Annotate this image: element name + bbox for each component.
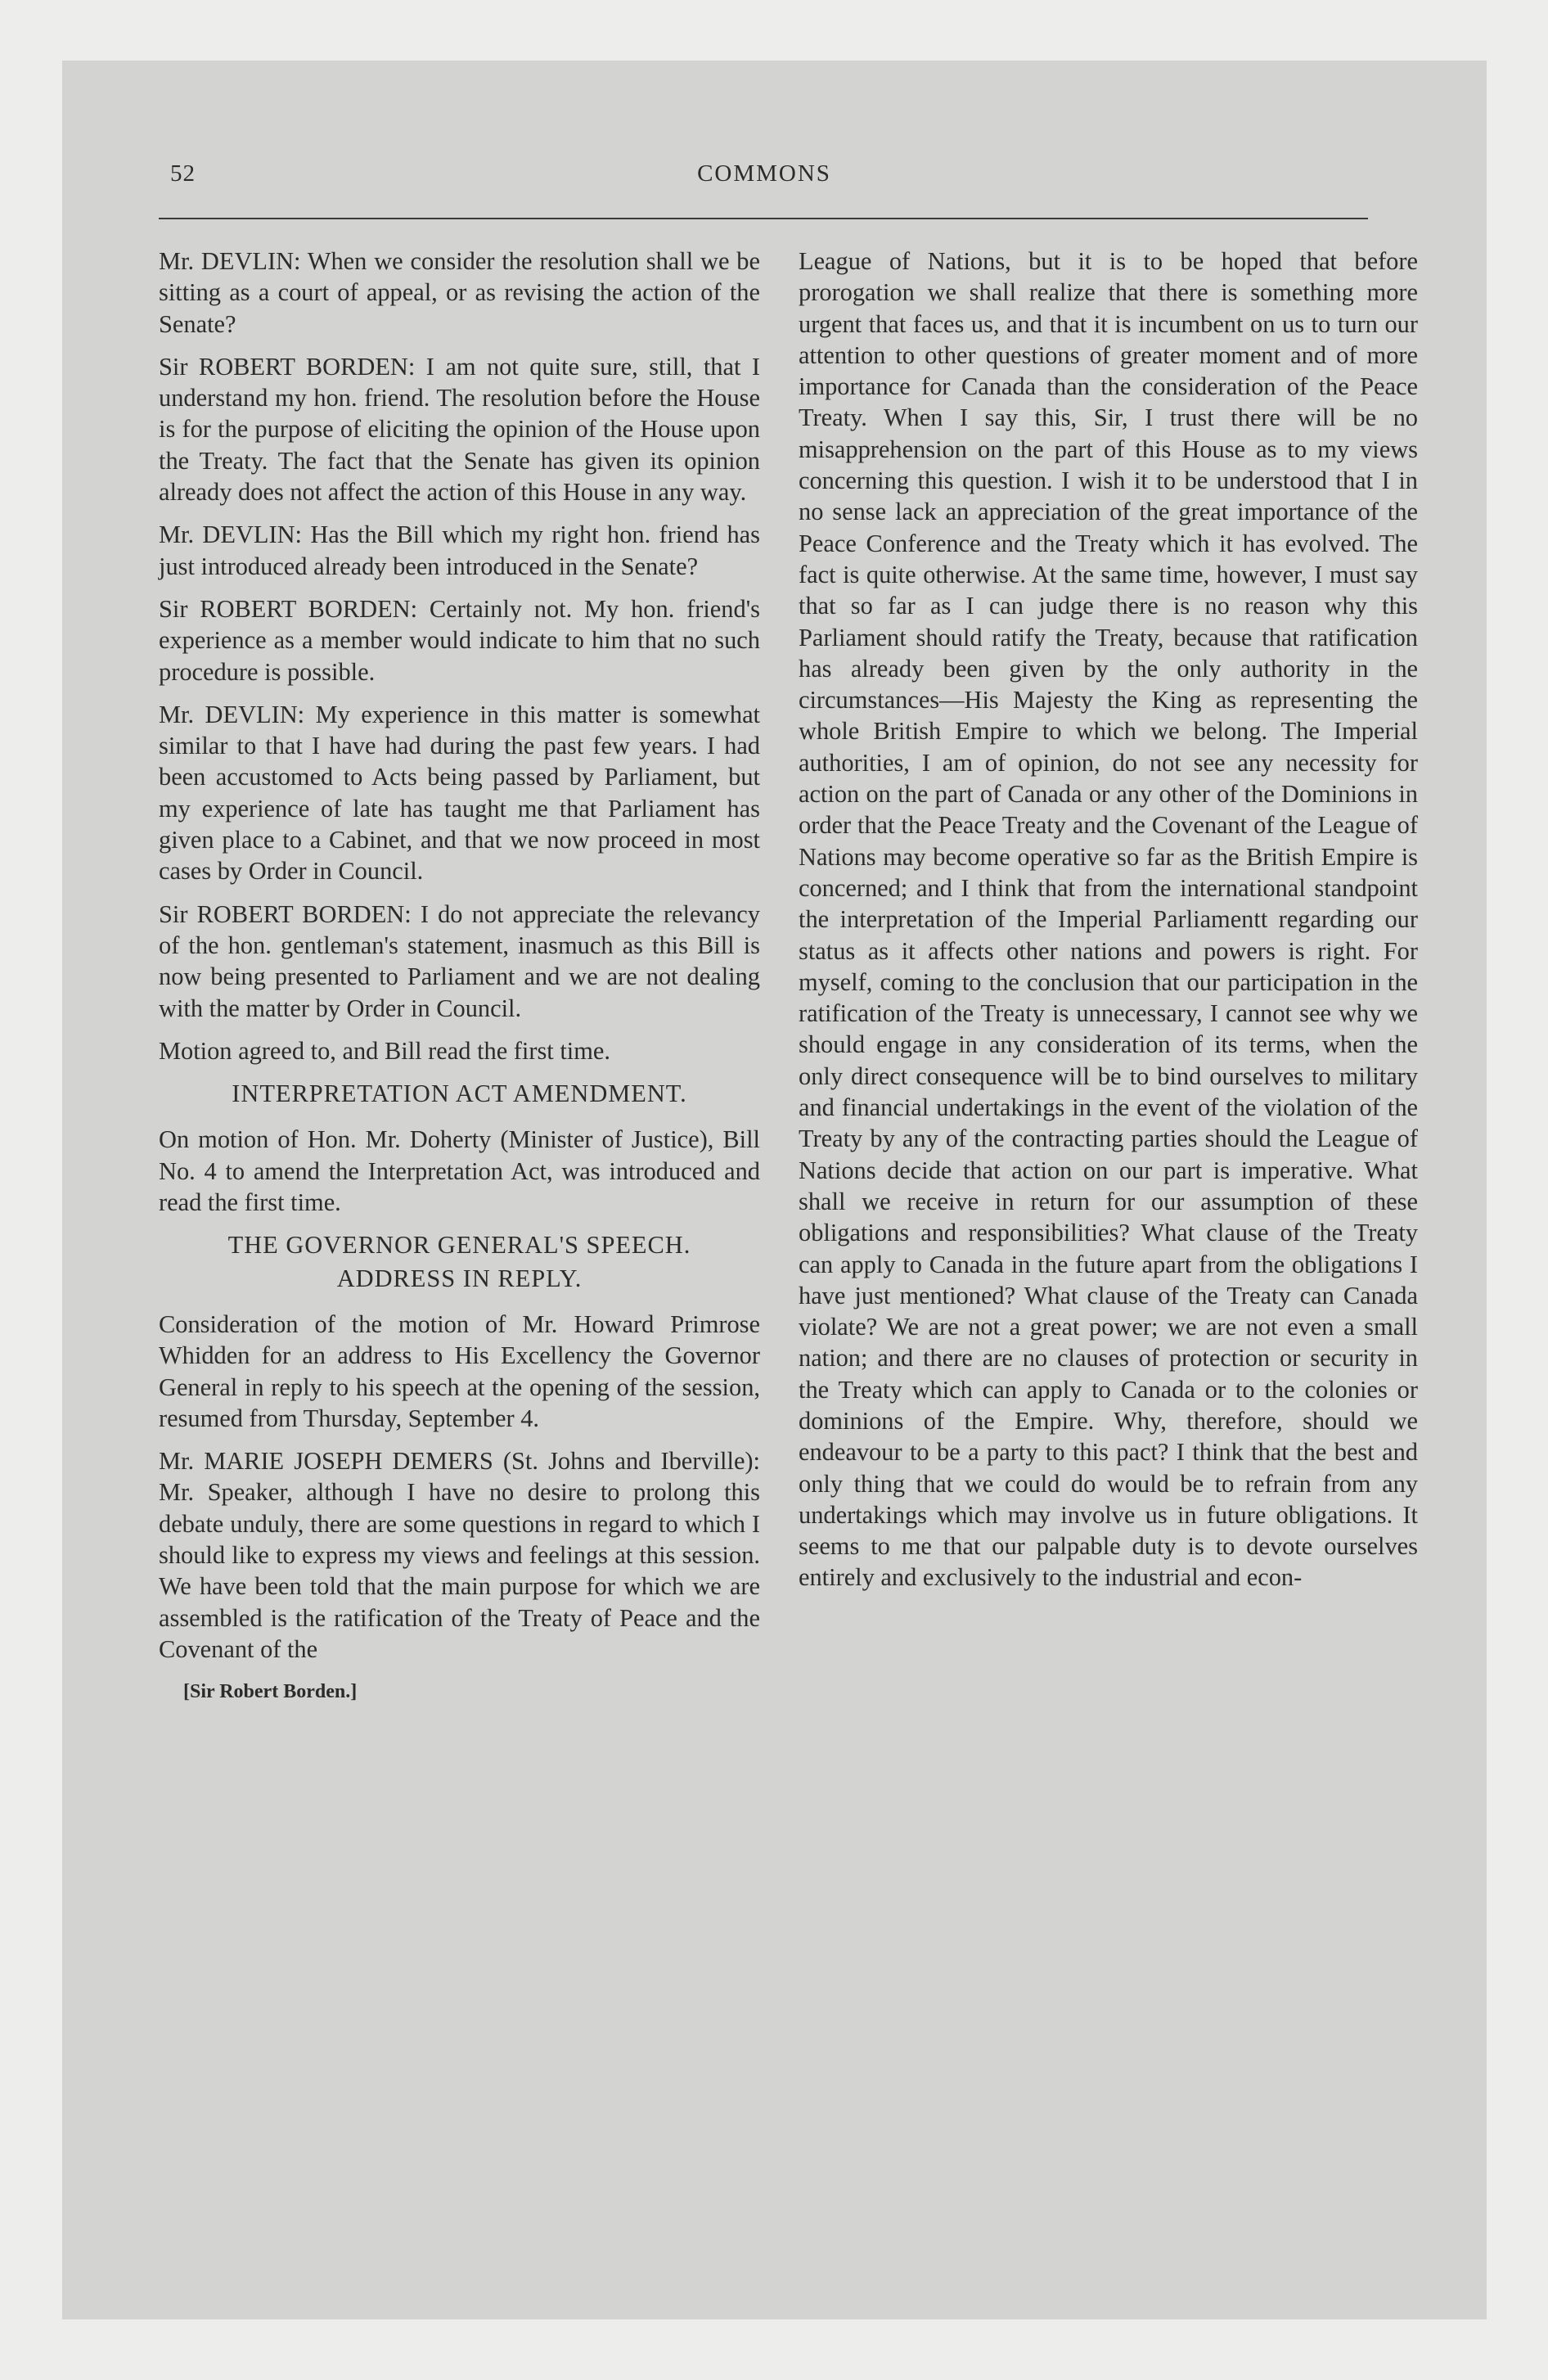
- paragraph: Motion agreed to, and Bill read the first time.: [159, 1036, 610, 1065]
- paragraph: League of Nations, but it is to be hoped that before prorogation we shall realize that there is something more urgent that faces us, and that it is incumbent on us to turn our attention to other questions of greater moment and of more importance for Canada than the consideration of the Peace Treaty. When I say this, Sir, I trust there will be no misapprehension on the part of this House as to my views concerning this question. I wish it to be understood that I in no sense lack an appreciation of the great importance of the Peace Conference and the Treaty which it has evolved. The fact is quite otherwise. At the same time, however, I must say that so far as I can judge there is no reason why this Parliament should ratify the Treaty, because that ratification has already been given by the only authority in the circumstances—His Majesty the King as representing the whole British Empire to which we belong. The Imperial authorities, I am of opinion, do not see any necessity for action on the part of Canada or any other of the Dominions in order that the Peace Treaty and the Covenant of the League of Nations may become operative so far as the British Empire is concerned; and I think that from the international standpoint the interpretation of the Imperial Parliamentt regarding our status as it affects other nations and powers is right. For myself, coming to the conclusion that our participation in the ratification of the Treaty is unnecessary, I cannot see why we should engage in any consideration of its terms, when the only direct consequence will be to bind ourselves to military and financial undertakings in the event of the violation of the Treaty by any of the contracting parties should the League of Nations decide that action on our part is imperative. What shall we receive in return for our assumption of these obligations and responsibilities? What clause of the Treaty can apply to Canada in the future apart from the obligations I have just mentioned? What clause of the Treaty can Canada violate? We are not a great power; we are not even a small nation; and there are no clauses of protection or security in the Treaty which can apply to Canada or to the colonies or dominions of the Empire. Why, therefore, should we endeavour to be a party to this pact? I think that the best and only thing that we could do would be to refrain from any undertakings which may involve us in future obligations. It seems to me that our palpable duty is to devote ourselves entirely and exclusively to the industrial and econ-: [799, 247, 1418, 1592]
- paragraph: Sir ROBERT BORDEN: Certainly not. My hon. friend's experience as a member would indicate to him that no such procedure is possible.: [159, 594, 760, 686]
- section-heading: INTERPRETATION ACT AMENDMENT.: [232, 1080, 687, 1108]
- left-column: [159, 246, 760, 1707]
- paragraph: Mr. MARIE JOSEPH DEMERS (St. Johns and Iberville): Mr. Speaker, although I have no desire to prolong this debate unduly, there are some questions in regard to which I should like to express my views and feelings at this session. We have been told that the main purpose for which we are assembled is the ratification of the Treaty of Peace and the Covenant of the: [159, 1447, 760, 1663]
- section-heading-line: ADDRESS IN REPLY.: [336, 1264, 583, 1292]
- paragraph: Mr. DEVLIN: When we consider the resolution shall we be sitting as a court of appeal, or as revising the action of the Senate?: [159, 247, 760, 338]
- header-rule: [159, 218, 1368, 219]
- section-subheading: [159, 1263, 760, 1294]
- paragraph: Mr. DEVLIN: My experience in this matter is somewhat similar to that I have had during the past few years. I had been accustomed to Acts being passed by Parliament, but my experience of late has taught me that Parliament has given place to a Cabinet, and that we now proceed in most cases by Order in Council.: [159, 700, 760, 886]
- speaker-footnote: [Sir Robert Borden.]: [183, 1681, 358, 1703]
- right-column: [799, 246, 1418, 1605]
- paragraph: Consideration of the motion of Mr. Howard Primrose Whidden for an address to His Excellency the Governor General in reply to his speech at the opening of the session, resumed from Thursday, September 4.: [159, 1309, 760, 1432]
- page-header: [159, 160, 1370, 193]
- running-head: COMMONS: [697, 160, 831, 187]
- paragraph: Sir ROBERT BORDEN: I do not appreciate the relevancy of the hon. gentleman's statement, inasmuch as this Bill is now being presented to Parliament and we are not dealing with the matter by Order in Council.: [159, 899, 760, 1022]
- paragraph: Mr. DEVLIN: Has the Bill which my right hon. friend has just introduced already been introduced in the Senate?: [159, 521, 760, 580]
- section-heading: [159, 1229, 760, 1260]
- page-number: 52: [170, 160, 196, 187]
- paragraph: Sir ROBERT BORDEN: I am not quite sure, still, that I understand my hon. friend. The resolution before the House is for the purpose of eliciting the opinion of the House upon the Treaty. The fact that the Senate has given its opinion already does not affect the action of this House in any way.: [159, 352, 760, 507]
- paragraph: On motion of Hon. Mr. Doherty (Minister of Justice), Bill No. 4 to amend the Interpretation Act, was introduced and read the first time.: [159, 1125, 760, 1217]
- section-heading-line: THE GOVERNOR GENERAL'S SPEECH.: [227, 1231, 691, 1260]
